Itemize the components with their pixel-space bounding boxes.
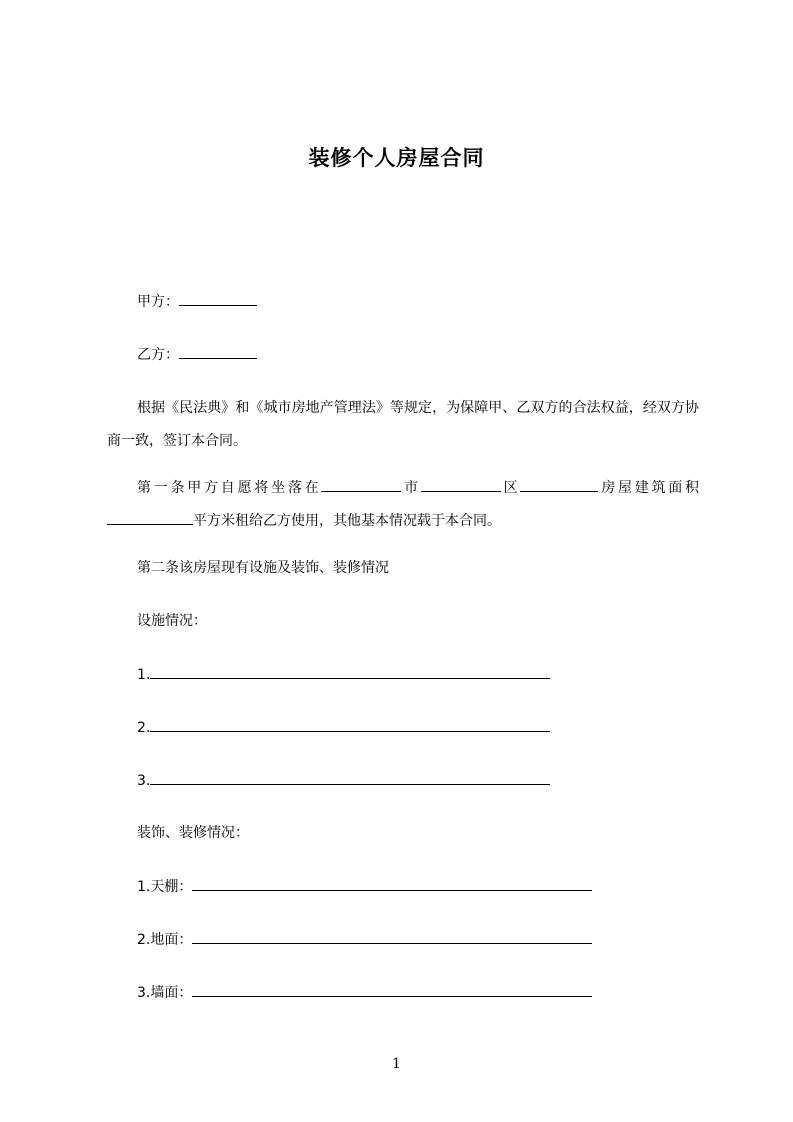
facility-item bbox=[137, 664, 550, 685]
article-2-heading: 第二条该房屋现有设施及装饰、装修情况 bbox=[137, 560, 389, 576]
decoration-item-label: 2.地面： bbox=[137, 932, 193, 948]
intro-paragraph: 根据《民法典》和《城市房地产管理法》等规定，为保障甲、乙双方的合法权益，经双方协商一致，签订本合同。 bbox=[107, 400, 699, 449]
party-b-blank[interactable] bbox=[179, 344, 257, 359]
decoration-item-blank[interactable] bbox=[192, 876, 592, 891]
house-blank[interactable] bbox=[520, 477, 598, 492]
facility-item bbox=[137, 717, 550, 738]
article-1-city: 市 bbox=[401, 480, 421, 496]
facility-item-blank[interactable] bbox=[150, 770, 550, 785]
facility-item-blank[interactable] bbox=[150, 664, 550, 679]
facilities-heading: 设施情况： bbox=[137, 613, 207, 629]
facility-item-label: 2. bbox=[137, 720, 151, 736]
party-b-label: 乙方： bbox=[137, 347, 179, 363]
party-b-line bbox=[137, 344, 257, 365]
decoration-heading: 装饰、装修情况： bbox=[137, 825, 249, 841]
article-1-district: 区 bbox=[500, 480, 521, 496]
decoration-item-blank[interactable] bbox=[192, 929, 592, 944]
decoration-item-blank[interactable] bbox=[192, 982, 592, 997]
city-blank[interactable] bbox=[321, 477, 401, 492]
district-blank[interactable] bbox=[421, 477, 501, 492]
party-a-line bbox=[137, 291, 257, 312]
decoration-item-label: 3.墙面： bbox=[137, 985, 193, 1001]
article-1-prefix: 第一条甲方自愿将坐落在 bbox=[137, 480, 322, 496]
facility-item-label: 1. bbox=[137, 667, 151, 683]
party-a-blank[interactable] bbox=[179, 291, 257, 306]
article-1-suffix: 平方米租给乙方使用，其他基本情况载于本合同。 bbox=[193, 513, 501, 529]
facility-item-label: 3. bbox=[137, 773, 151, 789]
facility-item-blank[interactable] bbox=[150, 717, 550, 732]
decoration-item-label: 1.天棚： bbox=[137, 879, 193, 895]
article-1-building-area: 房屋建筑面积 bbox=[598, 480, 700, 496]
decoration-item bbox=[137, 982, 592, 1003]
decoration-item bbox=[137, 929, 592, 950]
article-1-paragraph bbox=[107, 472, 699, 538]
area-blank[interactable] bbox=[107, 510, 193, 525]
page-number: 1 bbox=[392, 1056, 401, 1072]
facility-item bbox=[137, 770, 550, 791]
page-title: 装修个人房屋合同 bbox=[308, 146, 485, 170]
party-a-label: 甲方： bbox=[137, 294, 179, 310]
decoration-item bbox=[137, 876, 592, 897]
